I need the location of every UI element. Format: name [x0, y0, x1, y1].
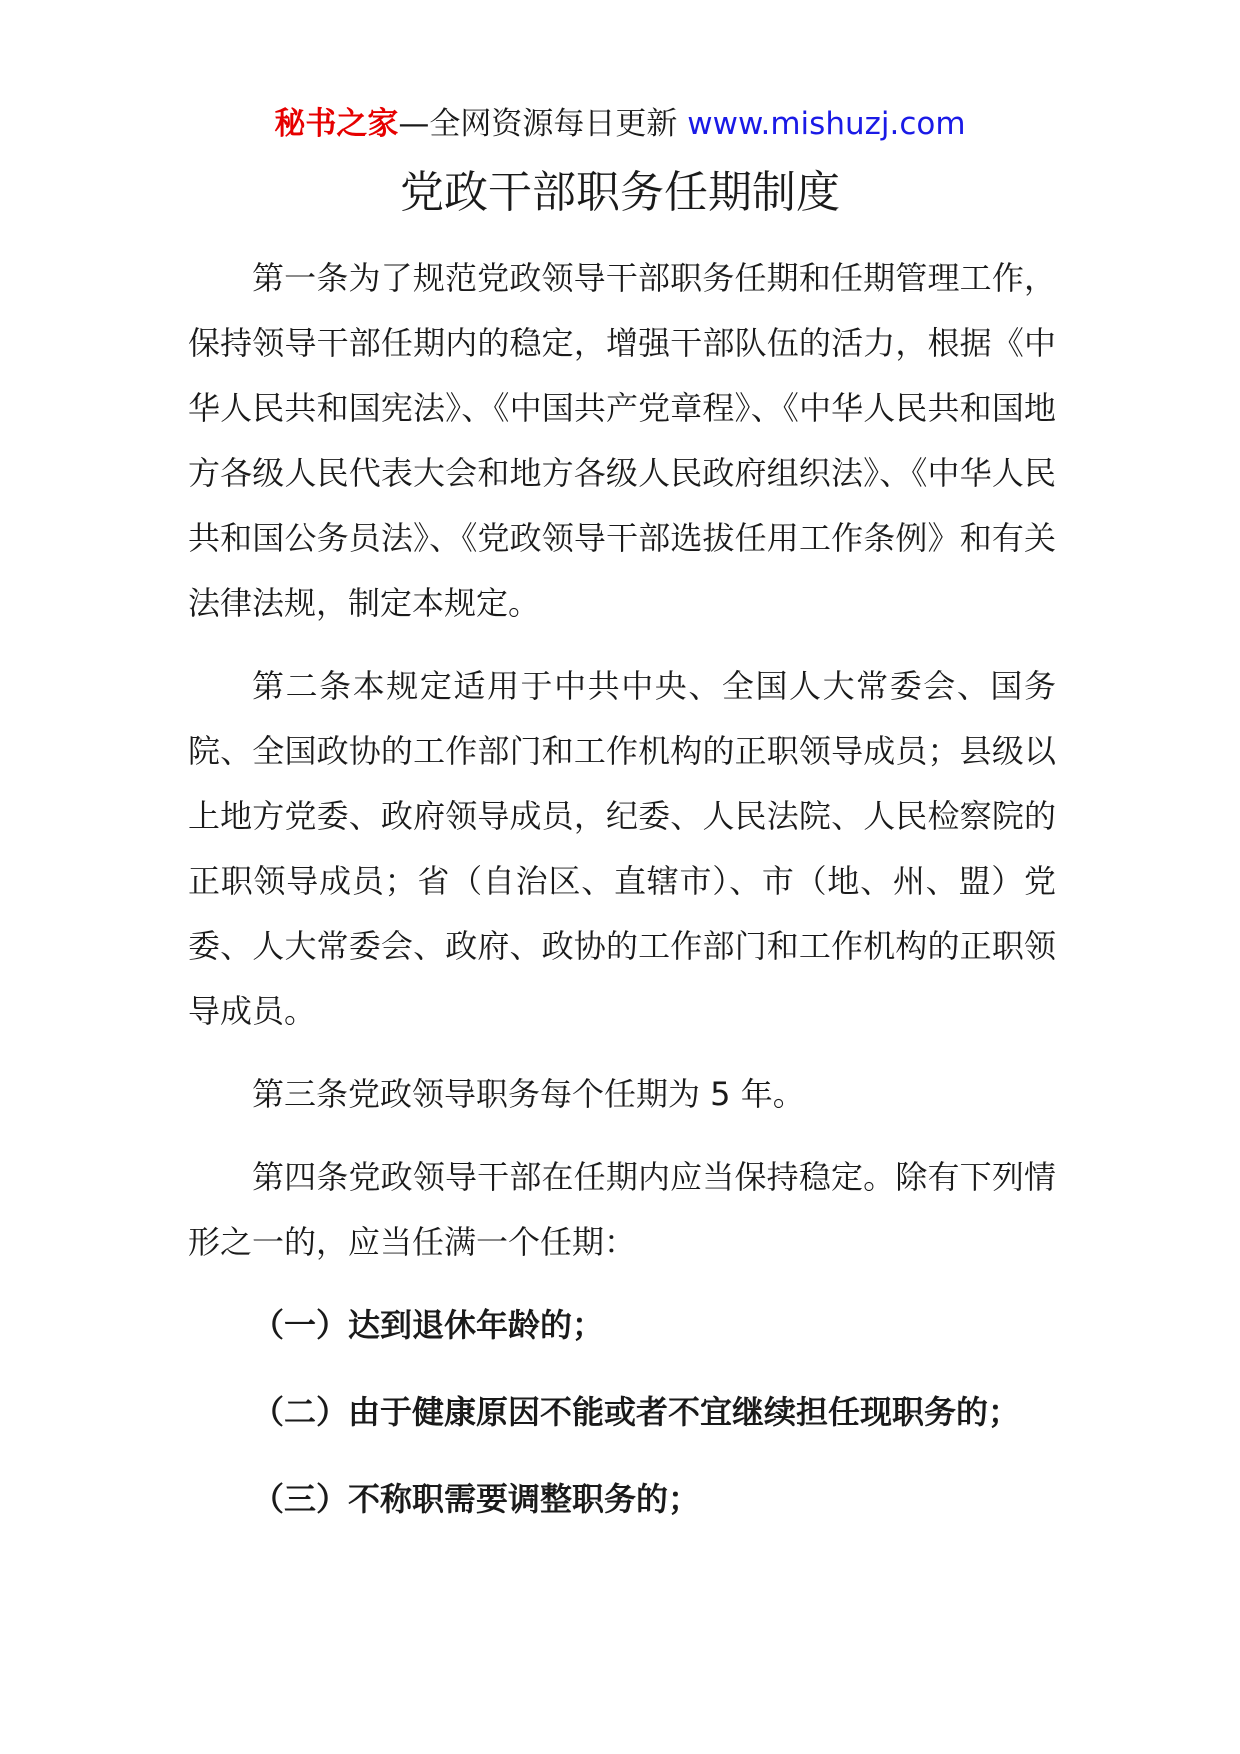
document-body — [188, 246, 1056, 1532]
document-title: 党政干部职务任期制度 — [400, 167, 840, 218]
article-1-paragraph: 第一条为了规范党政领导干部职务任期和任期管理工作，保持领导干部任期内的稳定，增强干部队伍的活力，根据《中华人民共和国宪法》、《中国共产党章程》、《中华人民共和国地方各级人民代表大会和地方各级人民政府组织法》、《中华人民共和国公务员法》、《党政领导干部选拔任用工作条例》和有关法律法规，制定本规定。 — [188, 259, 1056, 622]
article-2-paragraph: 第二条本规定适用于中共中央、全国人大常委会、国务院、全国政协的工作部门和工作机构的正职领导成员；县级以上地方党委、政府领导成员，纪委、人民法院、人民检察院的正职领导成员；省（自治区、直辖市）、市（地、州、盟）党委、人大常委会、政府、政协的工作部门和工作机构的正职领导成员。 — [188, 667, 1056, 1030]
list-item-1: （一）达到退休年龄的； — [252, 1306, 605, 1344]
article-4-paragraph: 第四条党政领导干部在任期内应当保持稳定。除有下列情形之一的，应当任满一个任期： — [188, 1158, 1056, 1261]
list-item-3: （三）不称职需要调整职务的； — [252, 1480, 701, 1518]
site-url-link[interactable]: www.mishuzj.com — [687, 106, 966, 142]
site-slogan: —全网资源每日更新 — [398, 106, 678, 142]
article-3-paragraph: 第三条党政领导职务每个任期为 5 年。 — [252, 1075, 805, 1113]
list-item-2: （二）由于健康原因不能或者不宜继续担任现职务的； — [252, 1393, 1021, 1431]
site-name: 秘书之家 — [274, 106, 399, 142]
site-header — [0, 102, 1240, 146]
